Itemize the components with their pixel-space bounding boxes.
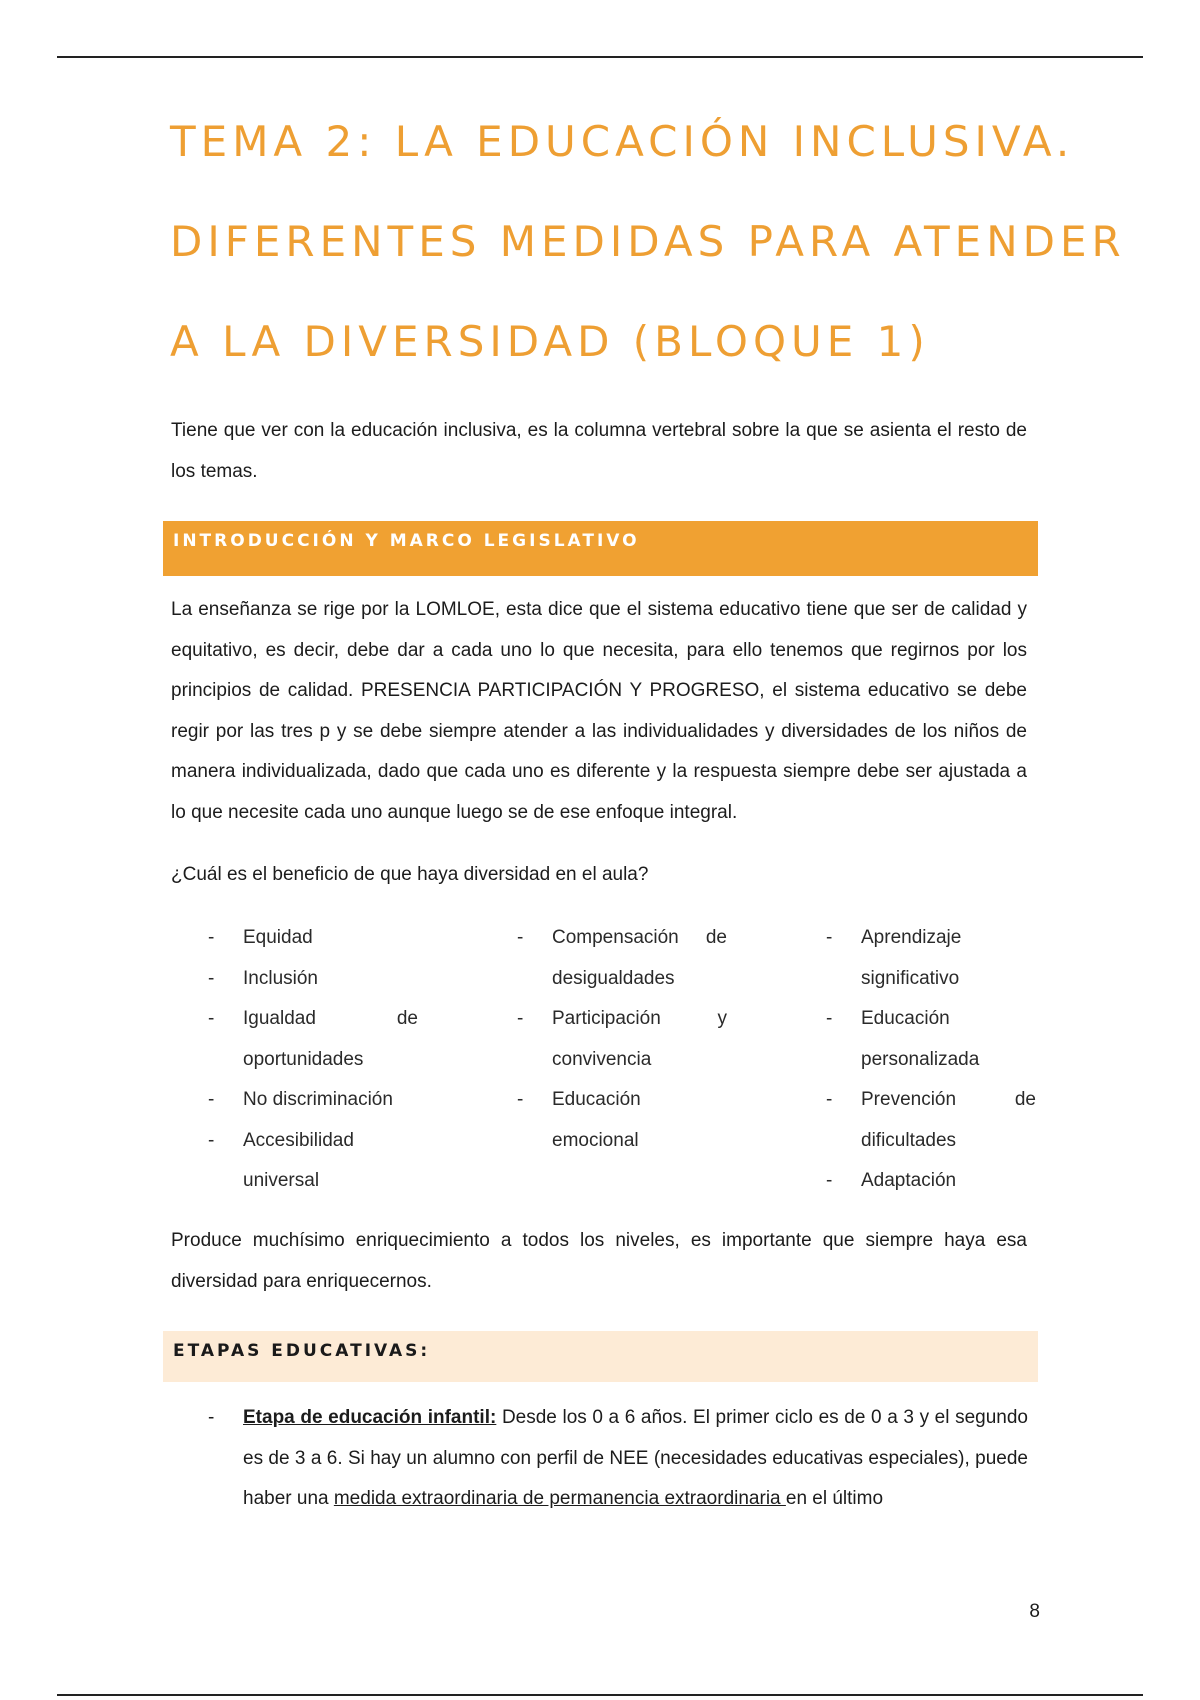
- benefit-item: - Adaptación: [826, 1161, 1036, 1202]
- benefit-item: - Participación y convivencia: [517, 999, 727, 1080]
- title-line-2: DIFERENTES MEDIDAS PARA ATENDER: [170, 217, 1126, 266]
- intro-paragraph: Tiene que ver con la educación inclusiva, es la columna vertebral sobre la que se asienta el resto de los temas.: [171, 420, 1027, 482]
- benefit-item: - No discriminación: [208, 1080, 418, 1121]
- title-line-3: A LA DIVERSIDAD (BLOQUE 1): [170, 317, 930, 366]
- page-title: [170, 92, 1126, 392]
- etapa-infantil-text: [208, 1398, 1028, 1520]
- benefits-column-3: [826, 918, 1036, 1202]
- page-number: 8: [1029, 1601, 1040, 1622]
- benefit-item: - Aprendizaje significativo: [826, 918, 1036, 999]
- benefit-question: ¿Cuál es el beneficio de que haya diversidad en el aula?: [171, 864, 649, 885]
- benefit-item: - Prevención de dificultades: [826, 1080, 1036, 1161]
- benefit-item: - Igualdad de oportunidades: [208, 999, 418, 1080]
- lomloe-paragraph: La enseñanza se rige por la LOMLOE, esta dice que el sistema educativo tiene que ser de calidad y equitativo, es decir, debe dar a cada uno lo que necesita, para ello tenemos que regirnos por los principios de calidad. PRESENCIA PARTICIPACIÓN Y PROGRESO, el sistema educativo se debe regir por las tres p y se debe siempre atender a las individualidades y diversidades de los niños de manera individualizada, dado que cada uno es diferente y la respuesta siempre debe ser ajustada a lo que necesite cada uno aunque luego se de ese enfoque integral.: [171, 599, 1027, 823]
- benefit-item: - Educación emocional: [517, 1080, 727, 1161]
- bullet-dash: -: [208, 1407, 215, 1428]
- etapa-infantil-item: [208, 1398, 1028, 1520]
- benefits-column-2: [517, 918, 727, 1161]
- benefit-item: - Inclusión: [208, 959, 418, 1000]
- section-heading-etapas: ETAPAS EDUCATIVAS:: [163, 1331, 1038, 1382]
- benefit-item: - Equidad: [208, 918, 418, 959]
- etapa-infantil-measure: medida extraordinaria de permanencia extraordinaria: [333, 1488, 786, 1509]
- section-heading-introduccion: INTRODUCCIÓN Y MARCO LEGISLATIVO: [163, 521, 1038, 576]
- conclusion-paragraph: Produce muchísimo enriquecimiento a todos los niveles, es importante que siempre haya esa diversidad para enriquecernos.: [171, 1230, 1027, 1292]
- benefit-item: - Accesibilidad universal: [208, 1121, 418, 1202]
- benefit-item: - Compensación de desigualdades: [517, 918, 727, 999]
- etapa-infantil-label: Etapa de educación infantil:: [243, 1407, 497, 1428]
- title-line-1: TEMA 2: LA EDUCACIÓN INCLUSIVA.: [170, 117, 1075, 166]
- etapa-infantil-tail: en el último: [785, 1488, 884, 1509]
- etapa-infantil-body: Desde los 0 a 6 años. El primer ciclo es de 0 a 3 y el segundo es de 3 a 6. Si hay un alumno con perfil de NEE (necesidades educativas especiales), puede haber una: [243, 1407, 1028, 1509]
- footer-rule: [57, 1694, 1143, 1696]
- header-rule: [57, 56, 1143, 58]
- benefits-column-1: [208, 918, 418, 1202]
- benefit-item: - Educación personalizada: [826, 999, 1036, 1080]
